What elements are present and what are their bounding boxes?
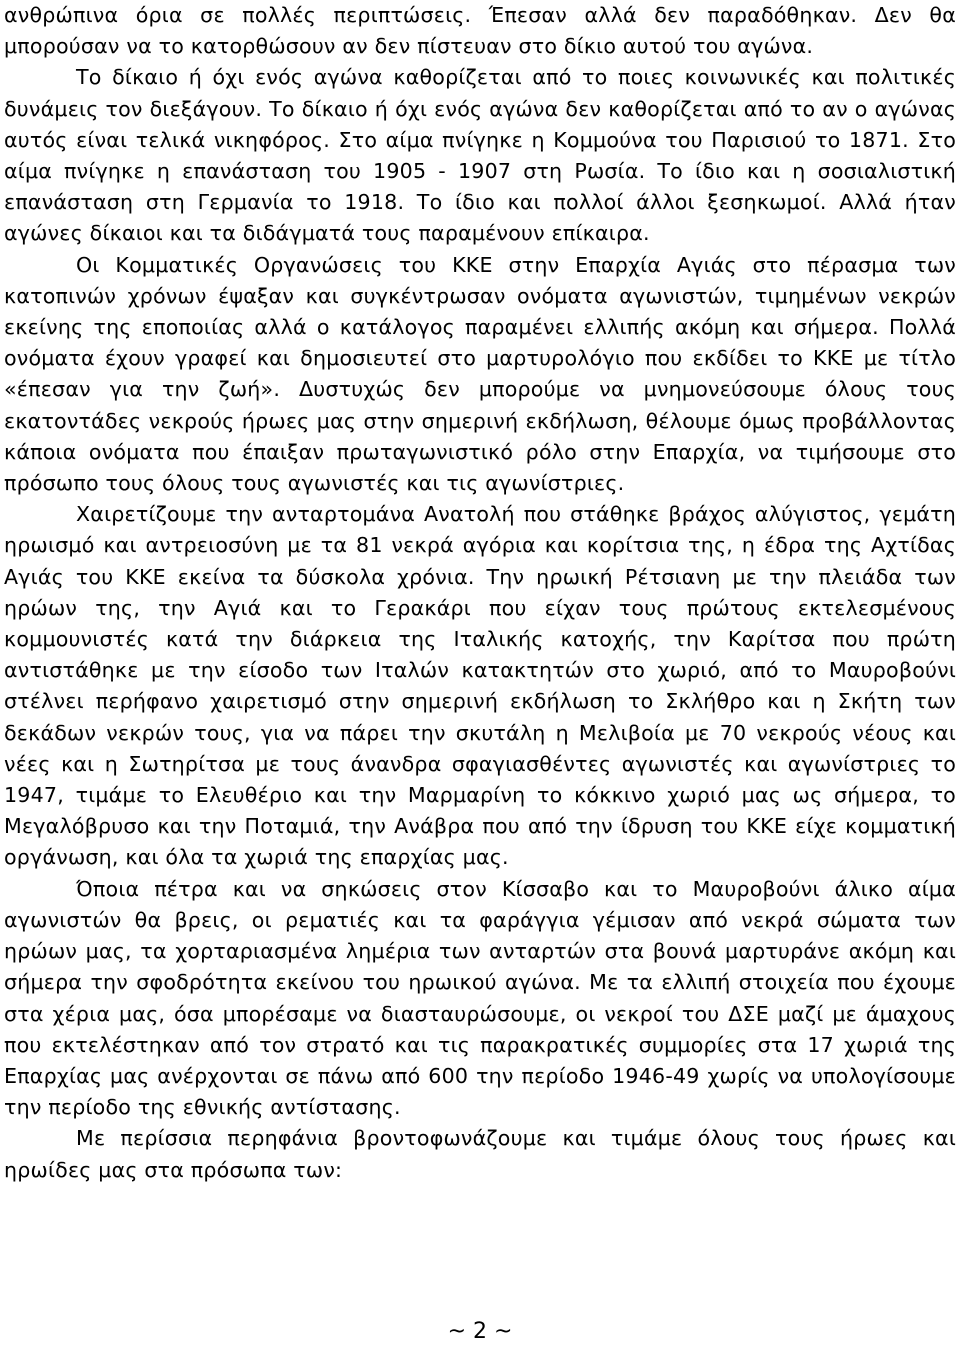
paragraph-party-organizations: Οι Κομματικές Οργανώσεις του ΚΚΕ στην Επαρχία Αγιάς στο πέρασμα των κατοπινών χρόνων έψαξαν και συγκέντρωσαν ονόματα αγωνιστών, τιμημένων νεκρών εκείνης της εποποιίας αλλά ο κατάλογος παραμένει ελλιπής ακόμη και σήμερα. Πολλά ονόματα έχουν γραφεί και δημοσιευτεί στο μαρτυρολόγιο που εκδίδει το ΚΚΕ με τίτλο «έπεσαν για την ζωή». Δυστυχώς δεν μπορούμε να μνημονεύσουμε όλους τους εκατοντάδες νεκρούς ήρωες μας στην σημερινή εκδήλωση, θέλουμε όμως προβάλλοντας κάποια ονόματα που έπαιξαν πρωταγωνιστικό ρόλο στην Επαρχία, να τιμήσουμε στο πρόσωπο τους όλους τους αγωνιστές και τις αγωνίστριες.: [4, 252, 956, 496]
paragraph-just-struggle: Το δίκαιο ή όχι ενός αγώνα καθορίζεται από το ποιες κοινωνικές και πολιτικές δυνάμεις τον διεξάγουν. Το δίκαιο ή όχι ενός αγώνα δεν καθορίζεται από το αν ο αγώνας αυτός είναι τελικά νικηφόρος. Στο αίμα πνίγηκε η Κομμούνα του Παρισιού το 1871. Στο αίμα πνίγηκε η επανάσταση του 1905 - 1907 στη Ρωσία. Το ίδιο και η σοσιαλιστική επανάσταση στη Γερμανία το 1918. Το ίδιο και πολλοί άλλοι ξεσηκωμοί. Αλλά ήταν αγώνες δίκαιοι και τα διδάγματά τους παραμένουν επίκαιρα.: [4, 65, 956, 246]
paragraph-closing-tribute: Με περίσσια περηφάνια βροντοφωνάζουμε και τιμάμε όλους τους ήρωες και ηρωίδες μας στα πρόσωπα των:: [4, 1126, 956, 1182]
paragraph-kissavos-stones: Όποια πέτρα και να σηκώσεις στον Κίσσαβο και το Μαυροβούνι άλικο αίμα αγωνιστών θα βρεις, οι ρεματιές και τα φαράγγια γέμισαν από νεκρά σώματα των ηρώων μας, τα χορταριασμένα λημέρια των ανταρτών στα βουνά μαρτυράνε ακόμη και σήμερα την σφοδρότητα εκείνου του ηρωικού αγώνα. Με τα ελλιπή στοιχεία που έχουμε στα χέρια μας, όσα μπορέσαμε να διασταυρώσουμε, οι νεκροί του ΔΣΕ μαζί με άμαχους που εκτελέστηκαν από τον στρατό και τις παρακρατικές συμμορίες στα 17 χωριά της Επαρχίας μας ανέρχονται σε πάνω από 600 την περίοδο 1946-49 χωρίς να υπολογίσουμε την περίοδο της εθνικής αντίστασης.: [4, 876, 956, 1120]
paragraph-villages-tribute: Χαιρετίζουμε την ανταρτομάνα Ανατολή που στάθηκε βράχος αλύγιστος, γεμάτη ηρωισμό και αντρειοσύνη με τα 81 νεκρά αγόρια και κορίτσια της, η έδρα της Αχτίδας Αγιάς του ΚΚΕ εκείνα τα δύσκολα χρόνια. Την ηρωική Ρέτσιανη με την πλειάδα των ηρώων της, την Αγιά και το Γερακάρι που είχαν τους πρώτους εκτελεσμένους κομμουνιστές κατά την διάρκεια της Ιταλικής κατοχής, την Καρίτσα που πρώτη αντιστάθηκε με την είσοδο των Ιταλών κατακτητών στο χωριό, από το Μαυροβούνι στέλνει περήφανο χαιρετισμό στην σημερινή εκδήλωση το Σκλήθρο και η Σκήτη των δεκάδων νεκρών τους, για να πάρει την σκυτάλη η Μελιβοία με 70 νεκρούς νέους και νέες και η Σωτηρίτσα με τους άνανδρα σφαγιασθέντες αγωνιστές και αγωνίστριες το 1947, τιμάμε το Ελευθέριο και την Μαρμαρίνη το κόκκινο χωριό μας ως σήμερα, το Μεγαλόβρυσο και την Ποταμιά, την Ανάβρα που από την ίδρυση του ΚΚΕ είχε κομματική οργάνωση, και όλα τα χωριά της επαρχίας μας.: [4, 502, 956, 870]
page-number: ~ 2 ~: [447, 1319, 513, 1344]
document-page: [4, 0, 956, 1186]
paragraph-continuation: ανθρώπινα όρια σε πολλές περιπτώσεις. Έπεσαν αλλά δεν παραδόθηκαν. Δεν θα μπορούσαν να το κατορθώσουν αν δεν πίστευαν στο δίκιο αυτού του αγώνα.: [4, 3, 956, 59]
